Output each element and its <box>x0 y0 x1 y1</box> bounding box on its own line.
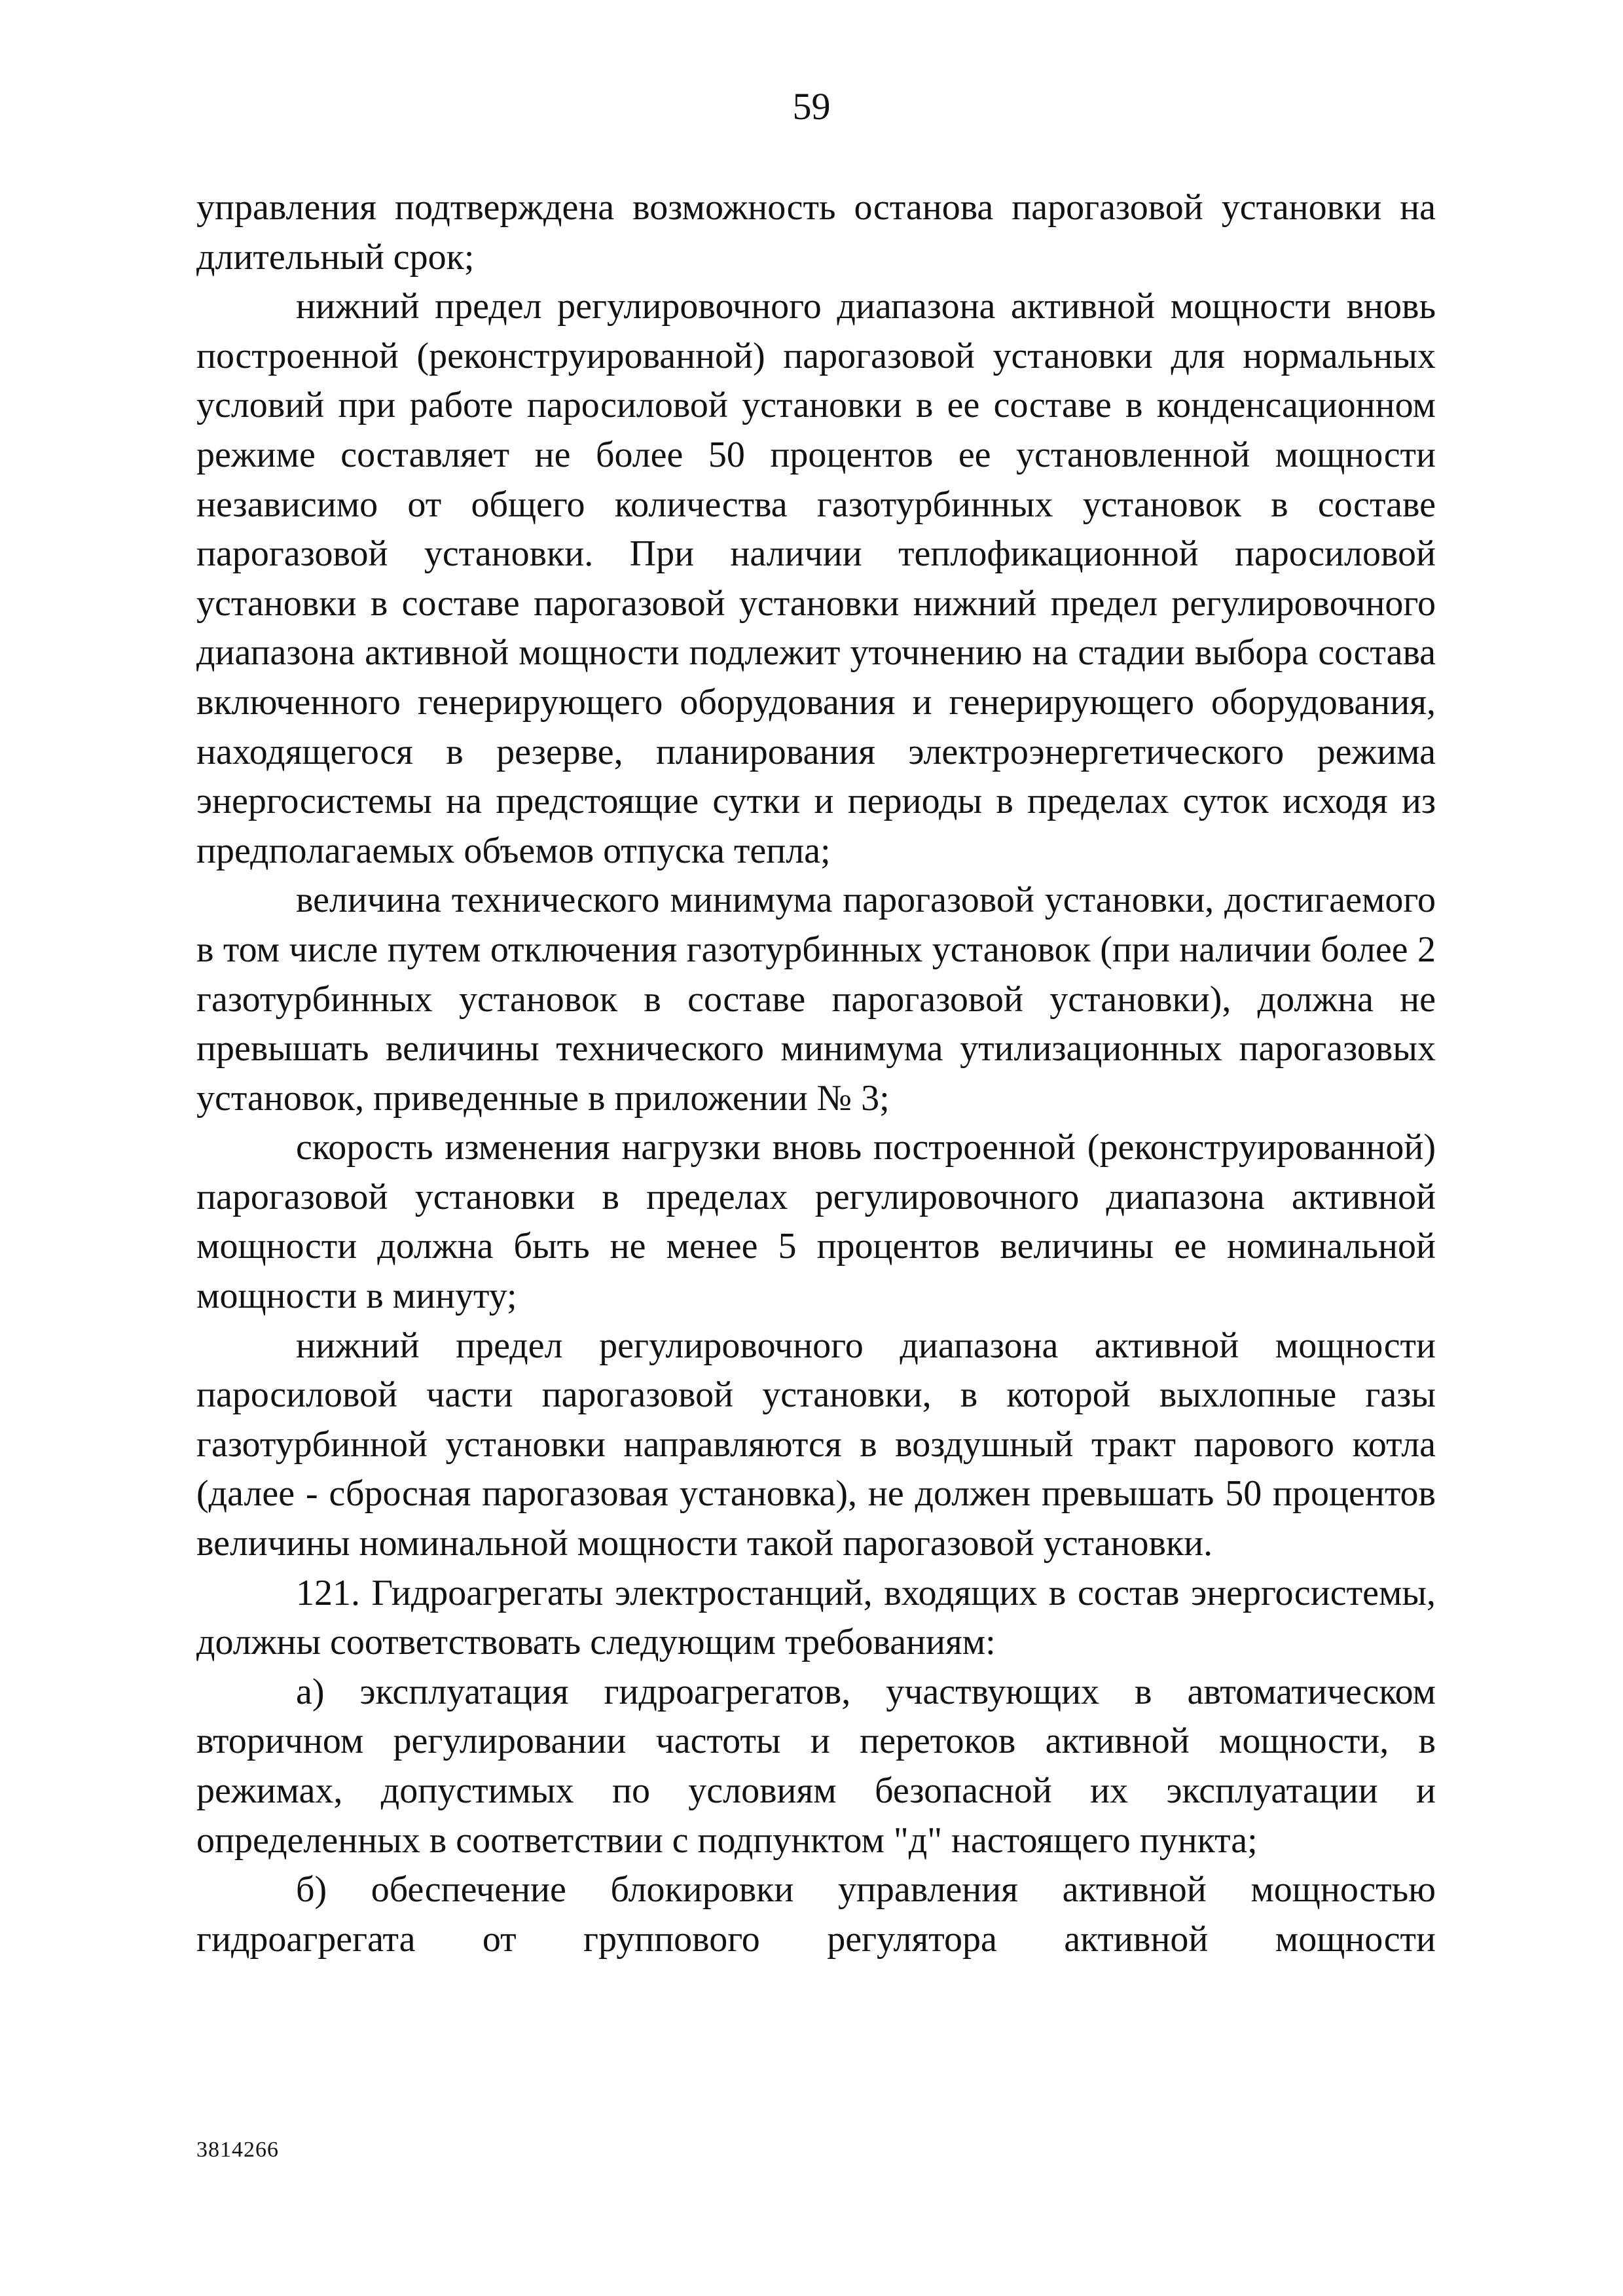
paragraph-technical-minimum: величина технического минимума парогазовой установки, достигаемого в том числе путем отключения газотурбинных установок (при наличии более 2 газотурбинных установок в составе парогазовой установки), должна не превышать величины технического минимума утилизационных парогазовых установок, приведенные в приложении № 3; <box>196 880 1436 1119</box>
paragraph-item-121: 121. Гидроагрегаты электростанций, входящих в состав энергосистемы, должны соответствовать следующим требованиям: <box>196 1572 1436 1663</box>
page-number: 59 <box>792 85 831 128</box>
document-body <box>196 183 1436 1964</box>
paragraph-load-change-rate: скорость изменения нагрузки вновь построенной (реконструированной) парогазовой установки в пределах регулировочного диапазона активной мощности должна быть не менее 5 процентов величины ее номинальной мощности в минуту; <box>196 1127 1436 1317</box>
paragraph-lower-limit-ccgt: нижний предел регулировочного диапазона активной мощности вновь построенной (реконструированной) парогазовой установки для нормальных условий при работе паросиловой установки в ее составе в конденсационном режиме составляет не более 50 процентов ее установленной мощности независимо от общего количества газотурбинных установок в составе парогазовой установки. При наличии теплофикационной паросиловой установки в составе парогазовой установки нижний предел регулировочного диапазона активной мощности подлежит уточнению на стадии выбора состава включенного генерирующего оборудования и генерирующего оборудования, находящегося в резерве, планирования электроэнергетического режима энергосистемы на предстоящие сутки и периоды в пределах суток исходя из предполагаемых объемов отпуска тепла; <box>196 286 1436 871</box>
paragraph-continuation: управления подтверждена возможность останова парогазовой установки на длительный срок; <box>196 187 1436 278</box>
paragraph-subitem-a: а) эксплуатация гидроагрегатов, участвующих в автоматическом вторичном регулировании частоты и перетоков активной мощности, в режимах, допустимых по условиям безопасной их эксплуатации и определенных в соответствии с подпунктом "д" настоящего пункта; <box>196 1671 1436 1861</box>
paragraph-steam-part-lower-limit: нижний предел регулировочного диапазона активной мощности паросиловой части парогазовой установки, в которой выхлопные газы газотурбинной установки направляются в воздушный тракт парового котла (далее - сбросная парогазовая установка), не должен превышать 50 процентов величины номинальной мощности такой парогазовой установки. <box>196 1325 1436 1564</box>
document-code: 3814266 <box>196 2138 279 2162</box>
paragraph-subitem-b: б) обеспечение блокировки управления активной мощностью гидроагрегата от группового регулятора активной мощности <box>196 1869 1436 1960</box>
